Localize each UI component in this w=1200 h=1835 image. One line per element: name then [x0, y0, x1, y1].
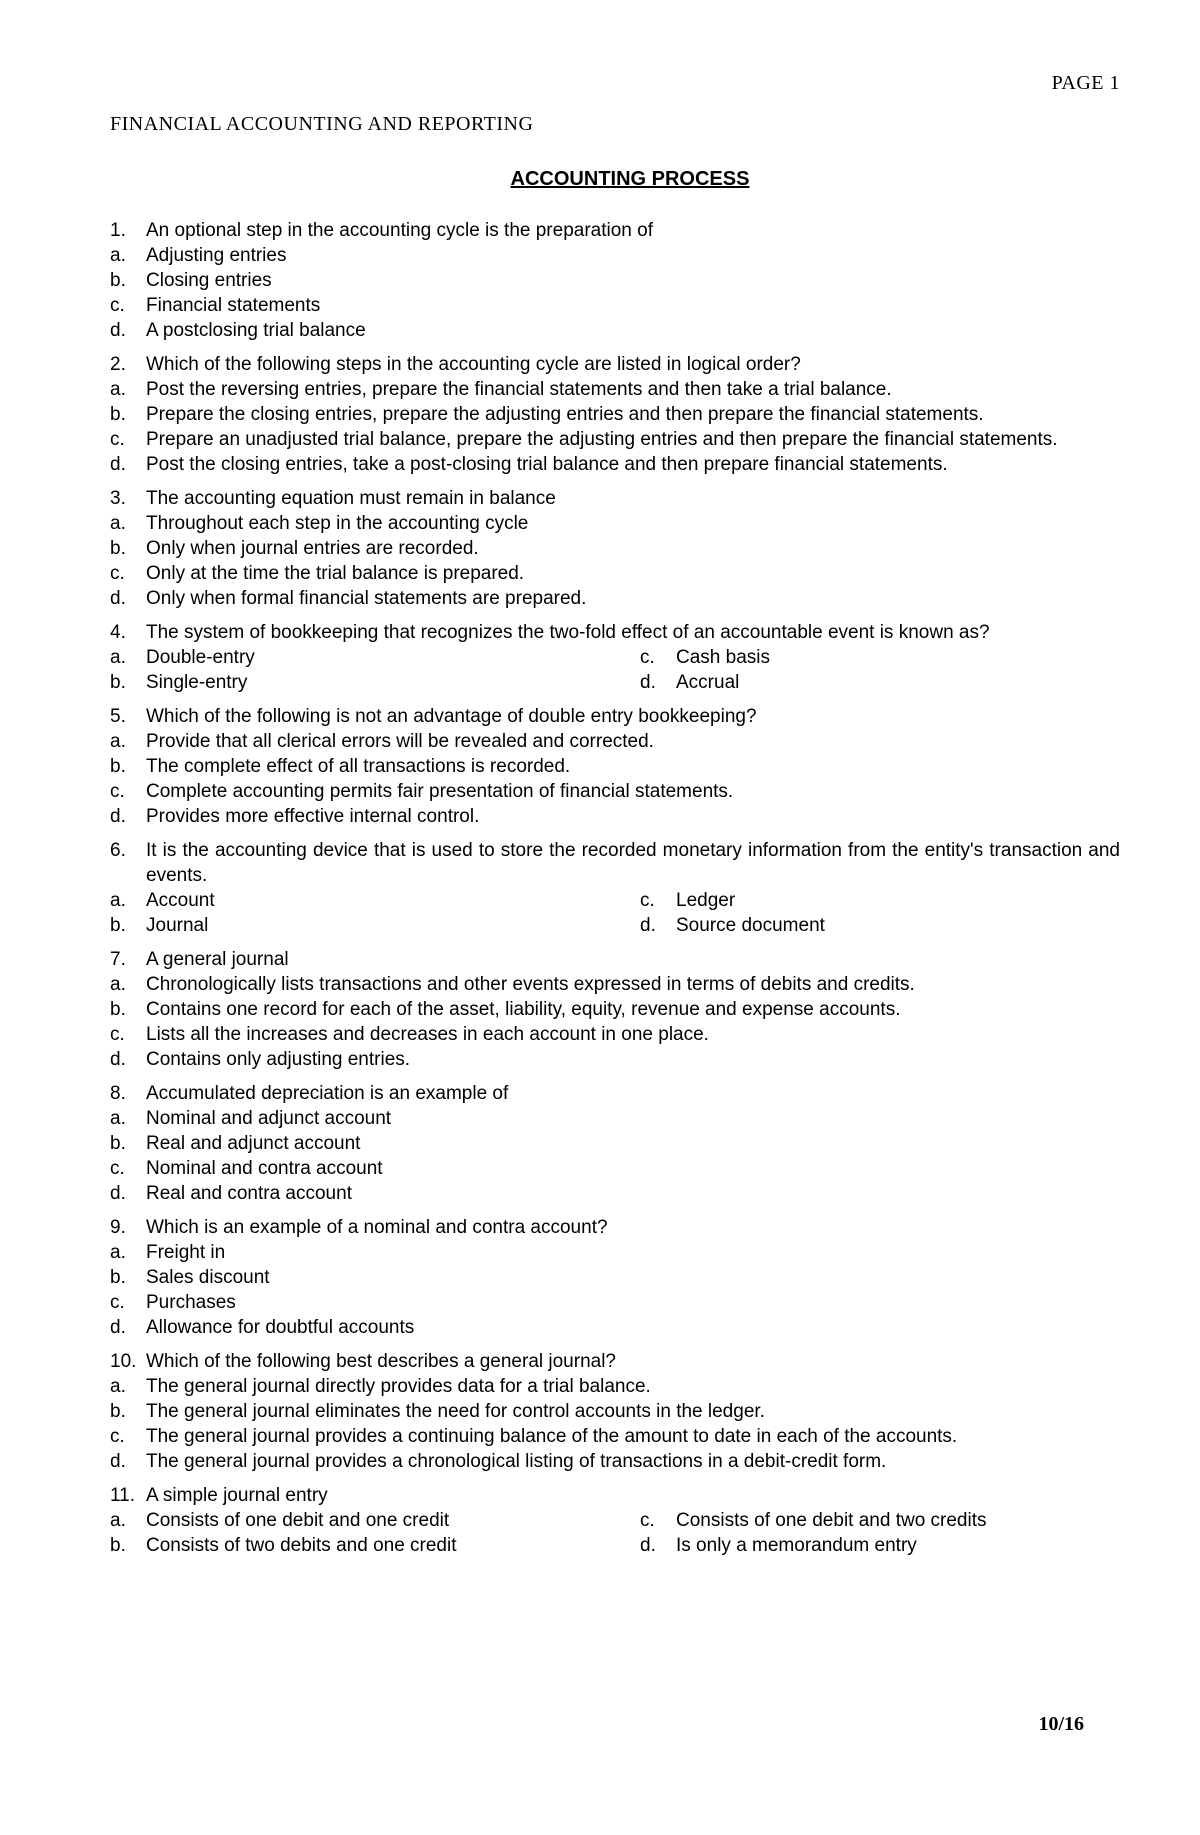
option-text: The general journal eliminates the need for control accounts in the ledger. [146, 1401, 765, 1422]
question [110, 352, 1120, 477]
option [640, 913, 1120, 938]
question-number: 1. [110, 220, 126, 241]
option-text: Consists of two debits and one credit [146, 1535, 457, 1556]
question-text: The system of bookkeeping that recognizes the two-fold effect of an accountable event is known as? [146, 622, 990, 643]
question-number: 8. [110, 1083, 126, 1104]
option-text: Post the reversing entries, prepare the financial statements and then take a trial balance. [146, 379, 892, 400]
question [110, 486, 1120, 611]
option [110, 586, 1120, 611]
question-text: Accumulated depreciation is an example of [146, 1083, 509, 1104]
question-number: 10. [110, 1351, 137, 1372]
option [110, 511, 1120, 536]
option-text: Purchases [146, 1292, 236, 1313]
subject-heading: FINANCIAL ACCOUNTING AND REPORTING [110, 113, 534, 135]
option-letter: a. [110, 731, 126, 752]
option-text: Adjusting entries [146, 245, 287, 266]
option-grid [110, 888, 1120, 938]
option-text: Nominal and adjunct account [146, 1108, 392, 1129]
option [110, 1181, 1120, 1206]
page-count: 10/16 [1038, 1713, 1084, 1735]
question-number: 7. [110, 949, 126, 970]
option [110, 1290, 1120, 1315]
option-text: Throughout each step in the accounting cycle [146, 513, 529, 534]
option-text: Prepare the closing entries, prepare the adjusting entries and then prepare the financial statements. [146, 404, 984, 425]
question [110, 1215, 1120, 1340]
option-text: Consists of one debit and two credits [676, 1510, 987, 1531]
option [110, 913, 640, 938]
option-text: Cash basis [676, 647, 770, 668]
question-text: Which is an example of a nominal and contra account? [146, 1217, 608, 1238]
option-letter: b. [110, 756, 126, 777]
option [110, 1265, 1120, 1290]
option-text: Allowance for doubtful accounts [146, 1317, 415, 1338]
option-text: Double-entry [146, 647, 255, 668]
option [110, 1131, 1120, 1156]
question-number: 3. [110, 488, 126, 509]
option-letter: c. [640, 647, 655, 668]
question [110, 1081, 1120, 1206]
question [110, 838, 1120, 938]
page-label: PAGE 1 [1051, 72, 1120, 94]
question-text: The accounting equation must remain in balance [146, 488, 556, 509]
option-text: The general journal directly provides data for a trial balance. [146, 1376, 651, 1397]
option-text: Account [146, 890, 215, 911]
option-text: Provides more effective internal control. [146, 806, 480, 827]
question-text: Which of the following is not an advantage of double entry bookkeeping? [146, 706, 757, 727]
option-grid [110, 1508, 1120, 1558]
question-text: A simple journal entry [146, 1485, 328, 1506]
option [110, 1240, 1120, 1265]
option-letter: d. [640, 1535, 656, 1556]
option-letter: b. [110, 270, 126, 291]
option [110, 377, 1120, 402]
option [110, 1047, 1120, 1072]
option-letter: a. [110, 1376, 126, 1397]
option-text: Single-entry [146, 672, 248, 693]
option-letter: d. [110, 1183, 126, 1204]
question-number: 4. [110, 622, 126, 643]
option-text: Provide that all clerical errors will be revealed and corrected. [146, 731, 654, 752]
option-text: Accrual [676, 672, 740, 693]
option-letter: c. [640, 1510, 655, 1531]
option-text: The complete effect of all transactions is recorded. [146, 756, 571, 777]
option-letter: c. [110, 1292, 125, 1313]
question-number: 11. [110, 1485, 136, 1506]
option [110, 645, 640, 670]
option-text: Lists all the increases and decreases in each account in one place. [146, 1024, 709, 1045]
option-letter: b. [110, 915, 126, 936]
option-text: Only when journal entries are recorded. [146, 538, 479, 559]
option-letter: b. [110, 672, 126, 693]
option-letter: a. [110, 513, 126, 534]
option-letter: a. [110, 1242, 126, 1263]
question [110, 704, 1120, 829]
option [110, 318, 1120, 343]
option-text: A postclosing trial balance [146, 320, 366, 341]
option [110, 536, 1120, 561]
option-letter: b. [110, 1401, 126, 1422]
option-text: Source document [676, 915, 825, 936]
option-letter: a. [110, 1108, 126, 1129]
option [110, 293, 1120, 318]
option-text: Ledger [676, 890, 736, 911]
page-title: ACCOUNTING PROCESS [510, 168, 750, 190]
option-letter: c. [110, 1158, 125, 1179]
option-text: Nominal and contra account [146, 1158, 383, 1179]
option-text: Real and contra account [146, 1183, 352, 1204]
option [110, 670, 640, 695]
option [110, 1508, 640, 1533]
option-letter: c. [110, 429, 125, 450]
option-text: Contains only adjusting entries. [146, 1049, 411, 1070]
option-text: Sales discount [146, 1267, 270, 1288]
question-number: 5. [110, 706, 126, 727]
option [110, 268, 1120, 293]
question [110, 1483, 1120, 1558]
option-letter: b. [110, 1133, 126, 1154]
option-letter: b. [110, 999, 126, 1020]
option-text: Prepare an unadjusted trial balance, prepare the adjusting entries and then prepare the financial statements. [146, 429, 1058, 450]
question-text: A general journal [146, 949, 289, 970]
option-text: Freight in [146, 1242, 226, 1263]
option-text: The general journal provides a continuing balance of the amount to date in each of the accounts. [146, 1426, 958, 1447]
option [640, 670, 1120, 695]
question-number: 6. [110, 840, 126, 861]
option [640, 1508, 1120, 1533]
option-text: Post the closing entries, take a post-closing trial balance and then prepare financial statements. [146, 454, 948, 475]
option-letter: c. [640, 890, 655, 911]
option-letter: c. [110, 563, 125, 584]
option-letter: b. [110, 1267, 126, 1288]
option [110, 754, 1120, 779]
option [110, 243, 1120, 268]
option [110, 972, 1120, 997]
option [640, 645, 1120, 670]
question-number: 2. [110, 354, 126, 375]
option-text: Closing entries [146, 270, 272, 291]
option-letter: d. [640, 672, 656, 693]
option [110, 1424, 1120, 1449]
option [110, 779, 1120, 804]
question [110, 1349, 1120, 1474]
question-list [110, 218, 1120, 1567]
option-text: Only at the time the trial balance is prepared. [146, 563, 525, 584]
option [110, 1315, 1120, 1340]
option [110, 804, 1120, 829]
option-letter: d. [640, 915, 656, 936]
option [110, 1533, 640, 1558]
option [110, 1399, 1120, 1424]
option [110, 427, 1120, 452]
option-letter: a. [110, 647, 126, 668]
option-text: Is only a memorandum entry [676, 1535, 917, 1556]
option-letter: a. [110, 1510, 126, 1531]
option-text: Complete accounting permits fair presentation of financial statements. [146, 781, 734, 802]
option-letter: d. [110, 1451, 126, 1472]
option [110, 1449, 1120, 1474]
option-text: Journal [146, 915, 209, 936]
option [640, 888, 1120, 913]
question [110, 218, 1120, 343]
question-number: 9. [110, 1217, 126, 1238]
question-text: It is the accounting device that is used to store the recorded monetary information from the entity's transaction and events. [146, 840, 1120, 886]
option-letter: a. [110, 890, 126, 911]
option-text: Financial statements [146, 295, 321, 316]
option-letter: b. [110, 404, 126, 425]
option [110, 997, 1120, 1022]
option-letter: c. [110, 781, 125, 802]
option-letter: b. [110, 1535, 126, 1556]
question [110, 620, 1120, 695]
option-letter: a. [110, 245, 126, 266]
option [110, 561, 1120, 586]
option-letter: d. [110, 1049, 126, 1070]
option-text: Consists of one debit and one credit [146, 1510, 450, 1531]
option [110, 1106, 1120, 1131]
question [110, 947, 1120, 1072]
option-letter: d. [110, 806, 126, 827]
option-letter: a. [110, 974, 126, 995]
question-text: Which of the following steps in the accounting cycle are listed in logical order? [146, 354, 801, 375]
option [110, 1022, 1120, 1047]
option-text: Chronologically lists transactions and other events expressed in terms of debits and credits. [146, 974, 915, 995]
option-text: Real and adjunct account [146, 1133, 361, 1154]
option-letter: d. [110, 588, 126, 609]
option [110, 1156, 1120, 1181]
option-letter: d. [110, 320, 126, 341]
option-text: Only when formal financial statements are prepared. [146, 588, 587, 609]
option [110, 452, 1120, 477]
question-text: Which of the following best describes a general journal? [146, 1351, 616, 1372]
option-text: The general journal provides a chronological listing of transactions in a debit-credit form. [146, 1451, 887, 1472]
option-letter: c. [110, 1426, 125, 1447]
option-letter: b. [110, 538, 126, 559]
option [110, 402, 1120, 427]
option-letter: a. [110, 379, 126, 400]
option-letter: c. [110, 1024, 125, 1045]
question-text: An optional step in the accounting cycle is the preparation of [146, 220, 653, 241]
option [640, 1533, 1120, 1558]
option-letter: d. [110, 454, 126, 475]
option-letter: c. [110, 295, 125, 316]
option-text: Contains one record for each of the asset, liability, equity, revenue and expense accounts. [146, 999, 901, 1020]
option-grid [110, 645, 1120, 695]
option-letter: d. [110, 1317, 126, 1338]
option [110, 729, 1120, 754]
option [110, 888, 640, 913]
option [110, 1374, 1120, 1399]
